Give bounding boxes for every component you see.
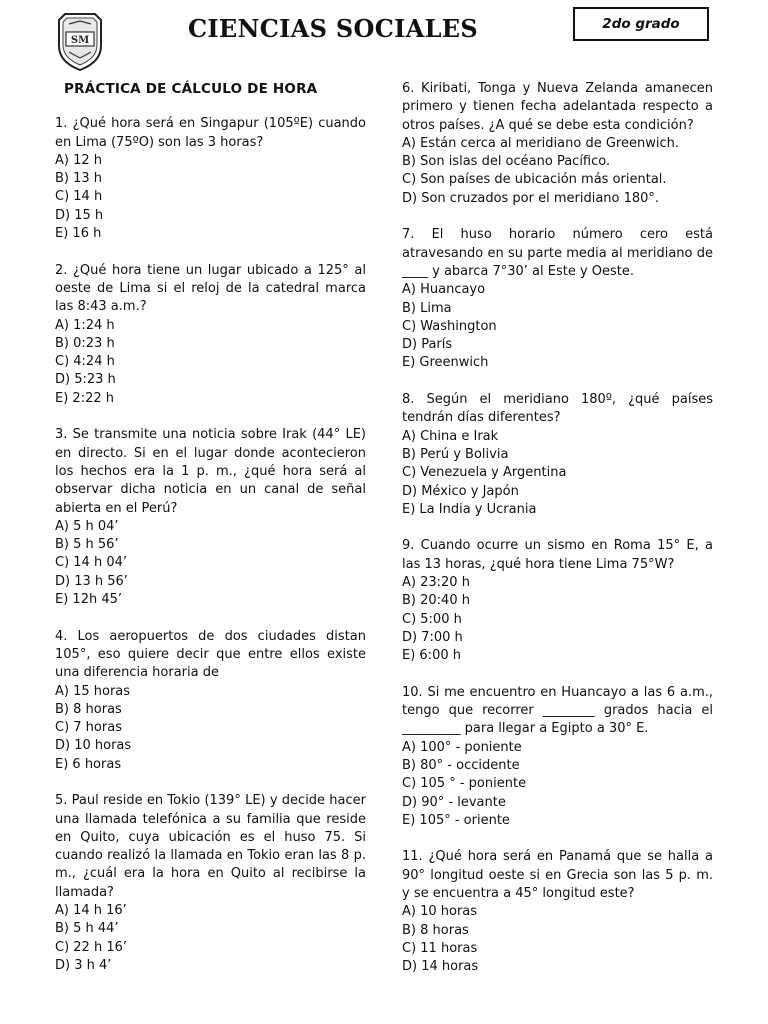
- question-block: [55, 115, 366, 243]
- question-block: [402, 848, 713, 976]
- answer-option: D) 90° - levante: [402, 794, 506, 810]
- question-text: 9. Cuando ocurre un sismo en Roma 15° E, a las 13 horas, ¿qué hora tiene Lima 75°W?: [402, 538, 713, 572]
- question-block: [55, 426, 366, 609]
- answer-option: B) Son islas del océano Pacífico.: [402, 154, 611, 170]
- left-column: [55, 80, 366, 994]
- answer-option: C) 22 h 16’: [55, 939, 128, 955]
- question-text: 2. ¿Qué hora tiene un lugar ubicado a 125° al oeste de Lima si el reloj de la catedral marca las 8:43 a.m.?: [55, 262, 366, 315]
- question-block: [402, 537, 713, 665]
- question-block: [402, 391, 713, 519]
- answer-option: B) 0:23 h: [55, 335, 115, 351]
- answer-option: C) 14 h 04’: [55, 555, 128, 571]
- answer-option: A) Están cerca al meridiano de Greenwich.: [402, 135, 679, 151]
- answer-options: [402, 135, 713, 208]
- question-block: [55, 792, 366, 975]
- answer-option: B) 80° - occidente: [402, 757, 520, 773]
- answer-option: E) 16 h: [55, 226, 102, 242]
- question-block: [402, 684, 713, 830]
- answer-option: A) 23:20 h: [402, 575, 470, 591]
- question-text: 1. ¿Qué hora será en Singapur (105ºE) cuando en Lima (75ºO) son las 3 horas?: [55, 116, 366, 150]
- answer-option: B) 8 horas: [402, 922, 469, 938]
- answer-options: [55, 518, 366, 609]
- answer-option: D) Son cruzados por el meridiano 180°.: [402, 190, 660, 206]
- answer-options: [402, 574, 713, 665]
- answer-options: [55, 902, 366, 975]
- answer-options: [55, 683, 366, 774]
- answer-option: E) La India y Ucrania: [402, 501, 537, 517]
- answer-option: B) 8 horas: [55, 701, 122, 717]
- question-text: 7. El huso horario número cero está atravesando en su parte media al meridiano de ____ y abarca 7°30’ al Este y Oeste.: [402, 227, 713, 279]
- answer-option: D) México y Japón: [402, 483, 519, 499]
- answer-option: B) 5 h 44’: [55, 921, 119, 937]
- answer-option: C) Venezuela y Argentina: [402, 465, 567, 481]
- question-block: [402, 80, 713, 208]
- answer-option: D) París: [402, 337, 453, 353]
- answer-option: B) Perú y Bolivia: [402, 446, 509, 462]
- answer-option: D) 14 horas: [402, 959, 479, 975]
- answer-options: [402, 428, 713, 519]
- answer-option: E) Greenwich: [402, 355, 489, 371]
- grade-label: 2do grado: [602, 16, 680, 32]
- question-text: 8. Según el meridiano 180º, ¿qué países tendrán días diferentes?: [402, 392, 713, 426]
- answer-options: [402, 281, 713, 372]
- answer-options: [55, 317, 366, 408]
- answer-option: C) Washington: [402, 318, 497, 334]
- answer-option: A) 10 horas: [402, 904, 478, 920]
- answer-option: A) 12 h: [55, 152, 103, 168]
- answer-options: [55, 152, 366, 243]
- answer-option: C) 5:00 h: [402, 611, 462, 627]
- question-text: 3. Se transmite una noticia sobre Irak (44° LE) en directo. Si en el lugar donde acontecieron los hechos era la 1 p. m., ¿qué hora será al observar dicha noticia en un canal de señal abierta en el Perú?: [55, 427, 366, 516]
- answer-option: C) Son países de ubicación más oriental.: [402, 172, 667, 188]
- question-block: [402, 226, 713, 372]
- answer-option: A) 5 h 04’: [55, 518, 119, 534]
- answer-option: D) 13 h 56’: [55, 573, 128, 589]
- answer-option: B) 20:40 h: [402, 593, 470, 609]
- answer-option: E) 2:22 h: [55, 390, 114, 406]
- answer-option: B) 13 h: [55, 171, 103, 187]
- answer-option: A) 15 horas: [55, 683, 131, 699]
- answer-option: D) 3 h 4’: [55, 957, 112, 973]
- answer-option: C) 11 horas: [402, 940, 478, 956]
- answer-option: D) 5:23 h: [55, 372, 116, 388]
- svg-text:SM: SM: [70, 35, 90, 46]
- answer-option: A) Huancayo: [402, 282, 486, 298]
- answer-option: A) China e Irak: [402, 428, 499, 444]
- answer-option: C) 7 horas: [55, 720, 122, 736]
- question-text: 11. ¿Qué hora será en Panamá que se halla a 90° longitud oeste si en Grecia son las 5 p. m. y se encuentra a 45° longitud este?: [402, 849, 713, 902]
- question-text: 5. Paul reside en Tokio (139° LE) y decide hacer una llamada telefónica a su familia que reside en Quito, cuya ubicación es el huso 75. Si cuando realizó la llamada en Tokio eran las 8 p. m., ¿cuál era la hora en Quito al recibirse la llamada?: [55, 793, 366, 900]
- page-title: CIENCIAS SOCIALES: [188, 14, 478, 43]
- answer-option: B) 5 h 56’: [55, 537, 119, 553]
- answer-option: E) 12h 45’: [55, 592, 123, 608]
- answer-option: E) 105° - oriente: [402, 812, 510, 828]
- right-column: [402, 80, 713, 995]
- answer-option: C) 14 h: [55, 189, 103, 205]
- answer-options: [402, 739, 713, 830]
- answer-option: E) 6 horas: [55, 756, 122, 772]
- grade-badge: [573, 7, 709, 41]
- answer-option: A) 100° - poniente: [402, 739, 522, 755]
- section-title: PRÁCTICA DE CÁLCULO DE HORA: [64, 81, 318, 97]
- answer-option: D) 7:00 h: [402, 629, 463, 645]
- question-text: 10. Si me encuentro en Huancayo a las 6 a.m., tengo que recorrer ________ grados hacia el _________ para llegar a Egipto a 30° E.: [402, 684, 713, 737]
- question-text: 4. Los aeropuertos de dos ciudades distan 105°, eso quiere decir que entre ellos existe una diferencia horaria de: [55, 628, 366, 681]
- answer-options: [402, 903, 713, 976]
- answer-option: C) 4:24 h: [55, 354, 115, 370]
- school-crest-icon: [55, 12, 105, 72]
- answer-option: E) 6:00 h: [402, 648, 461, 664]
- answer-option: C) 105 ° - poniente: [402, 776, 527, 792]
- answer-option: A) 14 h 16’: [55, 903, 127, 919]
- answer-option: D) 15 h: [55, 207, 104, 223]
- right-question-list: [402, 80, 713, 977]
- left-question-list: [55, 115, 366, 975]
- answer-option: D) 10 horas: [55, 738, 132, 754]
- question-text: 6. Kiribati, Tonga y Nueva Zelanda amanecen primero y tienen fecha adelantada respecto a otros países. ¿A qué se debe esta condición?: [402, 81, 713, 133]
- question-block: [55, 262, 366, 408]
- answer-option: A) 1:24 h: [55, 317, 115, 333]
- question-block: [55, 628, 366, 774]
- answer-option: B) Lima: [402, 300, 452, 316]
